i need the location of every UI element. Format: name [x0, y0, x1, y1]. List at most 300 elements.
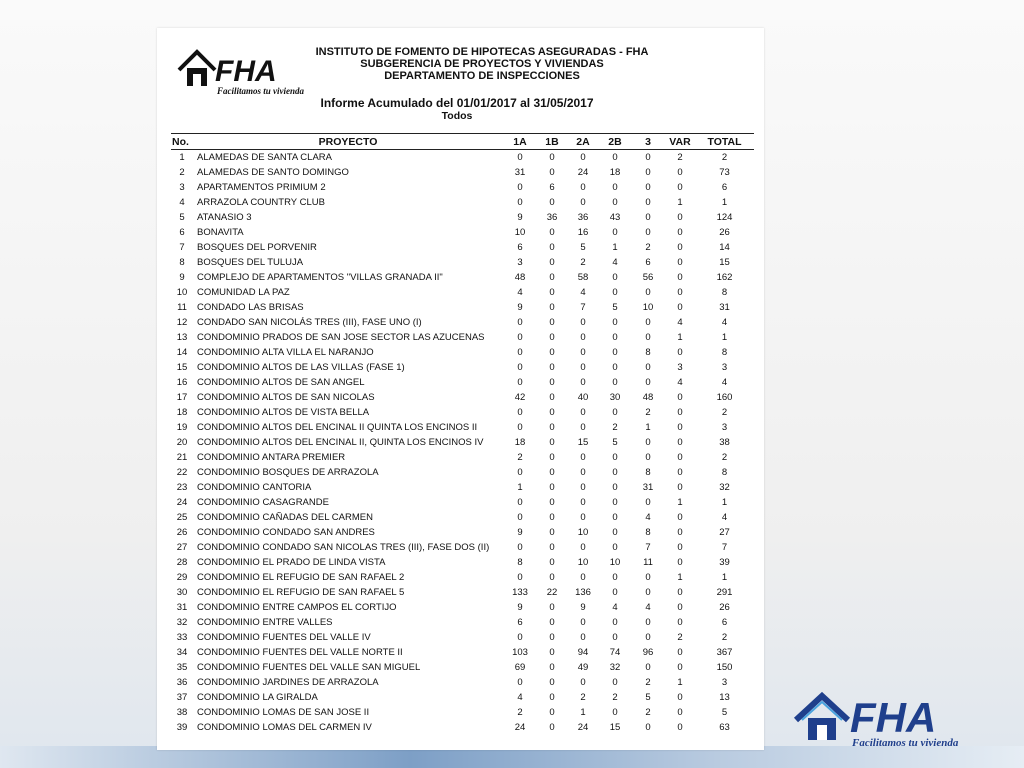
cell-name: APARTAMENTOS PRIMIUM 2: [197, 182, 326, 193]
column-header-1a: 1A: [503, 134, 537, 150]
cell-no: 33: [176, 632, 188, 643]
cell-3: 0: [645, 212, 651, 223]
cell-2b: 2: [612, 692, 618, 703]
cell-2b: 0: [612, 677, 618, 688]
cell-total: 3: [721, 362, 728, 373]
cell-3: 0: [645, 662, 651, 673]
cell-2b: 0: [612, 317, 618, 328]
table-row: [171, 180, 754, 195]
cell-2a: 0: [580, 452, 586, 463]
cell-1b: 0: [549, 377, 555, 388]
cell-1b: 0: [549, 227, 555, 238]
cell-1b: 0: [549, 557, 555, 568]
cell-1b: 0: [549, 317, 555, 328]
cell-2b: 0: [612, 347, 618, 358]
cell-no: 29: [176, 572, 188, 583]
cell-var: 0: [677, 467, 683, 478]
cell-3: 0: [645, 197, 651, 208]
column-header-2a: 2A: [567, 134, 599, 150]
cell-no: 27: [176, 542, 188, 553]
cell-3: 0: [645, 182, 651, 193]
cell-2a: 1: [580, 707, 586, 718]
table-row: [171, 525, 754, 540]
table-row: [171, 510, 754, 525]
table-row: [171, 585, 754, 600]
cell-name: ALAMEDAS DE SANTA CLARA: [197, 152, 332, 163]
table-row: [171, 240, 754, 255]
cell-total: 160: [716, 392, 733, 403]
cell-no: 13: [176, 332, 188, 343]
cell-2a: 15: [577, 437, 589, 448]
cell-3: 2: [645, 407, 651, 418]
cell-2a: 0: [580, 542, 586, 553]
cell-2b: 0: [612, 227, 618, 238]
cell-3: 8: [645, 467, 651, 478]
cell-2a: 0: [580, 422, 586, 433]
cell-1a: 0: [517, 152, 523, 163]
cell-3: 0: [645, 377, 651, 388]
cell-total: 26: [719, 602, 730, 613]
cell-var: 1: [677, 197, 683, 208]
cell-2b: 0: [612, 482, 618, 493]
cell-no: 8: [179, 257, 185, 268]
cell-total: 124: [716, 212, 733, 223]
table-row: [171, 480, 754, 495]
cell-1b: 0: [549, 422, 555, 433]
report-header: [157, 28, 764, 128]
cell-no: 18: [176, 407, 188, 418]
cell-1b: 0: [549, 467, 555, 478]
cell-1a: 0: [517, 347, 523, 358]
table-row: [171, 255, 754, 270]
cell-3: 1: [645, 422, 651, 433]
cell-total: 15: [719, 257, 730, 268]
cell-2a: 0: [580, 347, 586, 358]
cell-1b: 0: [549, 722, 555, 733]
cell-total: 1: [721, 497, 728, 508]
cell-var: 0: [677, 347, 683, 358]
cell-2b: 0: [612, 707, 618, 718]
cell-name: CONDADO SAN NICOLÁS TRES (III), FASE UNO (I): [197, 317, 422, 328]
cell-total: 162: [716, 272, 733, 283]
cell-no: 4: [179, 197, 185, 208]
cell-3: 7: [645, 542, 651, 553]
cell-1b: 0: [549, 602, 555, 613]
cell-no: 17: [176, 392, 188, 403]
cell-no: 7: [179, 242, 185, 253]
cell-2a: 0: [580, 617, 586, 628]
cell-total: 14: [719, 242, 730, 253]
cell-no: 10: [176, 287, 188, 298]
cell-2a: 7: [580, 302, 586, 313]
cell-name: CONDOMINIO ENTRE CAMPOS EL CORTIJO: [197, 602, 397, 613]
cell-3: 4: [645, 602, 651, 613]
table-row: [171, 630, 754, 645]
cell-1b: 0: [549, 482, 555, 493]
cell-2b: 4: [612, 602, 618, 613]
cell-1b: 0: [549, 197, 555, 208]
cell-no: 25: [176, 512, 188, 523]
cell-2a: 36: [577, 212, 589, 223]
cell-2b: 32: [609, 662, 621, 673]
cell-2a: 0: [580, 512, 586, 523]
cell-total: 73: [719, 167, 730, 178]
cell-var: 0: [677, 707, 683, 718]
cell-var: 4: [677, 317, 683, 328]
cell-name: CONDOMINIO ALTOS DEL ENCINAL II QUINTA LOS ENCINOS II: [197, 422, 478, 433]
cell-var: 0: [677, 557, 683, 568]
cell-1b: 0: [549, 392, 555, 403]
cell-2b: 0: [612, 467, 618, 478]
cell-no: 34: [176, 647, 188, 658]
cell-1a: 0: [517, 182, 523, 193]
cell-total: 32: [719, 482, 730, 493]
cell-3: 6: [645, 257, 651, 268]
cell-2b: 5: [612, 302, 618, 313]
table-row: [171, 615, 754, 630]
cell-var: 0: [677, 242, 683, 253]
cell-no: 12: [176, 317, 188, 328]
cell-total: 4: [721, 317, 728, 328]
cell-var: 0: [677, 422, 683, 433]
table-row: [171, 465, 754, 480]
cell-3: 0: [645, 317, 651, 328]
table-row: [171, 405, 754, 420]
table-row: [171, 150, 754, 166]
cell-2b: 0: [612, 332, 618, 343]
cell-1a: 103: [512, 647, 528, 658]
fha-logo-large-tagline: Facilitamos tu vivienda: [852, 737, 959, 749]
fha-logo-large: [792, 690, 1002, 750]
cell-1a: 9: [517, 602, 523, 613]
cell-2a: 0: [580, 152, 586, 163]
cell-1b: 0: [549, 677, 555, 688]
table-row: [171, 285, 754, 300]
cell-total: 5: [721, 707, 728, 718]
cell-2a: 0: [580, 197, 586, 208]
cell-var: 0: [677, 602, 683, 613]
cell-no: 3: [179, 182, 185, 193]
table-row: [171, 315, 754, 330]
cell-total: 8: [721, 347, 728, 358]
cell-1b: 0: [549, 437, 555, 448]
cell-1a: 0: [517, 467, 523, 478]
cell-no: 20: [176, 437, 188, 448]
cell-name: COMUNIDAD LA PAZ: [197, 287, 290, 298]
cell-name: COMPLEJO DE APARTAMENTOS "VILLAS GRANADA II": [197, 272, 443, 283]
cell-no: 2: [179, 167, 185, 178]
cell-2a: 5: [580, 242, 586, 253]
cell-1b: 0: [549, 632, 555, 643]
org-line-3: DEPARTAMENTO DE INSPECCIONES: [384, 70, 580, 82]
house-icon: [179, 52, 215, 86]
table-row: [171, 495, 754, 510]
cell-name: CONDOMINIO EL REFUGIO DE SAN RAFAEL 2: [197, 572, 405, 583]
cell-1b: 0: [549, 572, 555, 583]
cell-3: 8: [645, 347, 651, 358]
cell-name: CONDOMINIO CANTORIA: [197, 482, 312, 493]
cell-1a: 6: [517, 617, 523, 628]
cell-2a: 0: [580, 182, 586, 193]
cell-2b: 0: [612, 197, 618, 208]
cell-name: CONDOMINIO FUENTES DEL VALLE NORTE II: [197, 647, 403, 658]
cell-name: CONDOMINIO EL PRADO DE LINDA VISTA: [197, 557, 386, 568]
cell-no: 21: [176, 452, 188, 463]
fha-logo-small-text: FHA: [215, 55, 277, 88]
cell-total: 2: [721, 407, 728, 418]
cell-var: 0: [677, 692, 683, 703]
cell-2b: 0: [612, 542, 618, 553]
cell-1b: 0: [549, 497, 555, 508]
cell-2a: 58: [577, 272, 589, 283]
cell-var: 0: [677, 587, 683, 598]
cell-2b: 0: [612, 512, 618, 523]
cell-name: BOSQUES DEL PORVENIR: [197, 242, 317, 253]
cell-2a: 40: [577, 392, 589, 403]
cell-2a: 10: [577, 557, 589, 568]
cell-3: 0: [645, 587, 651, 598]
cell-no: 26: [176, 527, 188, 538]
cell-1a: 8: [517, 557, 523, 568]
cell-name: CONDOMINIO CONDADO SAN ANDRES: [197, 527, 375, 538]
organization-block: [307, 46, 657, 82]
cell-1b: 0: [549, 407, 555, 418]
cell-var: 0: [677, 407, 683, 418]
cell-3: 0: [645, 362, 651, 373]
cell-total: 63: [719, 722, 730, 733]
cell-1b: 36: [546, 212, 558, 223]
cell-name: CONDOMINIO ALTOS DE LAS VILLAS (FASE 1): [197, 362, 405, 373]
cell-1b: 0: [549, 647, 555, 658]
cell-1a: 0: [517, 362, 523, 373]
cell-var: 0: [677, 182, 683, 193]
cell-2a: 2: [580, 257, 586, 268]
column-header-1b: 1B: [537, 134, 567, 150]
cell-var: 0: [677, 527, 683, 538]
cell-1b: 0: [549, 362, 555, 373]
cell-3: 0: [645, 497, 651, 508]
org-line-1: INSTITUTO DE FOMENTO DE HIPOTECAS ASEGURADAS - FHA: [315, 46, 649, 58]
cell-2b: 18: [609, 167, 621, 178]
cell-1b: 0: [549, 242, 555, 253]
cell-no: 11: [177, 302, 187, 313]
cell-name: CONDOMINIO CAÑADAS DEL CARMEN: [197, 512, 373, 523]
cell-var: 0: [677, 392, 683, 403]
table-row: [171, 420, 754, 435]
cell-1a: 4: [517, 287, 523, 298]
cell-1a: 0: [517, 497, 523, 508]
cell-1b: 0: [549, 287, 555, 298]
report-document: [157, 28, 764, 750]
cell-3: 0: [645, 227, 651, 238]
cell-2b: 0: [612, 527, 618, 538]
cell-var: 0: [677, 437, 683, 448]
cell-2a: 0: [580, 467, 586, 478]
cell-name: ARRAZOLA COUNTRY CLUB: [197, 197, 325, 208]
cell-1a: 48: [514, 272, 526, 283]
cell-var: 1: [677, 572, 683, 583]
cell-2b: 0: [612, 407, 618, 418]
cell-var: 0: [677, 647, 683, 658]
cell-2a: 0: [580, 677, 586, 688]
cell-1b: 0: [549, 707, 555, 718]
cell-var: 0: [677, 257, 683, 268]
cell-1a: 3: [517, 257, 523, 268]
cell-1b: 0: [549, 452, 555, 463]
cell-var: 1: [677, 497, 683, 508]
cell-1a: 31: [514, 167, 526, 178]
cell-no: 30: [176, 587, 188, 598]
cell-1b: 0: [549, 662, 555, 673]
cell-var: 1: [677, 332, 683, 343]
cell-name: CONDOMINIO ALTOS DE VISTA BELLA: [197, 407, 370, 418]
cell-3: 8: [645, 527, 651, 538]
cell-1a: 9: [517, 302, 523, 313]
column-header-var: VAR: [665, 134, 695, 150]
column-header-3: 3: [631, 134, 665, 150]
cell-name: CONDOMINIO LOMAS DEL CARMEN IV: [197, 722, 372, 733]
table-row: [171, 195, 754, 210]
cell-3: 0: [645, 437, 651, 448]
table-row: [171, 555, 754, 570]
cell-var: 0: [677, 617, 683, 628]
cell-2b: 0: [612, 272, 618, 283]
cell-name: CONDOMINIO LA GIRALDA: [197, 692, 318, 703]
fha-logo-small: [175, 44, 305, 100]
cell-var: 0: [677, 722, 683, 733]
cell-3: 56: [642, 272, 654, 283]
cell-1b: 0: [549, 167, 555, 178]
cell-no: 37: [176, 692, 188, 703]
cell-2b: 1: [612, 242, 618, 253]
cell-no: 36: [176, 677, 188, 688]
cell-3: 2: [645, 242, 651, 253]
cell-no: 16: [176, 377, 188, 388]
cell-1a: 0: [517, 197, 523, 208]
cell-var: 0: [677, 272, 683, 283]
cell-2b: 2: [612, 422, 618, 433]
cell-1b: 0: [549, 332, 555, 343]
cell-1a: 2: [517, 452, 523, 463]
cell-1b: 0: [549, 347, 555, 358]
cell-var: 0: [677, 212, 683, 223]
cell-no: 38: [176, 707, 188, 718]
cell-1b: 0: [549, 152, 555, 163]
cell-2a: 10: [577, 527, 589, 538]
cell-var: 2: [677, 152, 683, 163]
cell-total: 38: [719, 437, 730, 448]
cell-name: CONDADO LAS BRISAS: [197, 302, 304, 313]
cell-1a: 10: [514, 227, 526, 238]
cell-2a: 0: [580, 497, 586, 508]
cell-no: 28: [176, 557, 188, 568]
table-row: [171, 270, 754, 285]
table-row: [171, 225, 754, 240]
cell-1b: 0: [549, 527, 555, 538]
cell-3: 11: [643, 557, 653, 568]
cell-total: 291: [716, 587, 733, 598]
cell-1a: 0: [517, 572, 523, 583]
cell-2b: 74: [609, 647, 621, 658]
table-row: [171, 570, 754, 585]
cell-3: 0: [645, 167, 651, 178]
cell-3: 0: [645, 152, 651, 163]
cell-1a: 42: [514, 392, 526, 403]
cell-2b: 0: [612, 287, 618, 298]
table-row: [171, 375, 754, 390]
fha-logo-small-tagline: Facilitamos tu vivienda: [217, 86, 304, 96]
table-row: [171, 300, 754, 315]
table-row: [171, 720, 754, 735]
cell-3: 0: [645, 722, 651, 733]
cell-name: CONDOMINIO PRADOS DE SAN JOSE SECTOR LAS AZUCENAS: [197, 332, 485, 343]
cell-2b: 0: [612, 587, 618, 598]
cell-no: 6: [179, 227, 185, 238]
cell-2a: 24: [577, 167, 589, 178]
cell-2b: 4: [612, 257, 618, 268]
cell-1a: 0: [517, 512, 523, 523]
report-title: Informe Acumulado del 01/01/2017 al 31/05/2017: [320, 96, 594, 110]
cell-2b: 0: [612, 617, 618, 628]
cell-2a: 9: [580, 602, 586, 613]
cell-2b: 30: [609, 392, 621, 403]
cell-2a: 0: [580, 632, 586, 643]
cell-1b: 0: [549, 302, 555, 313]
cell-var: 0: [677, 482, 683, 493]
cell-3: 0: [645, 287, 651, 298]
cell-1a: 69: [514, 662, 526, 673]
cell-2b: 0: [612, 452, 618, 463]
cell-no: 31: [176, 602, 188, 613]
cell-name: CONDOMINIO ALTOS DEL ENCINAL II, QUINTA LOS ENCINOS IV: [197, 437, 484, 448]
cell-1a: 9: [517, 212, 523, 223]
cell-2b: 0: [612, 572, 618, 583]
cell-1a: 0: [517, 317, 523, 328]
cell-total: 39: [719, 557, 730, 568]
cell-name: CONDOMINIO ALTOS DE SAN NICOLAS: [197, 392, 375, 403]
cell-total: 2: [721, 452, 728, 463]
cell-3: 2: [645, 677, 651, 688]
cell-total: 6: [721, 617, 728, 628]
table-row: [171, 360, 754, 375]
column-header-no: No.: [171, 134, 193, 150]
table-row: [171, 210, 754, 225]
cell-3: 10: [642, 302, 654, 313]
column-header-2b: 2B: [599, 134, 631, 150]
cell-3: 0: [645, 452, 651, 463]
cell-name: CONDOMINIO CASAGRANDE: [197, 497, 329, 508]
cell-3: 96: [642, 647, 654, 658]
cell-3: 2: [645, 707, 651, 718]
cell-1a: 133: [512, 587, 528, 598]
house-icon: [796, 696, 848, 740]
cell-total: 1: [721, 572, 728, 583]
cell-no: 24: [176, 497, 188, 508]
cell-2b: 5: [612, 437, 618, 448]
cell-1a: 0: [517, 677, 523, 688]
cell-2a: 0: [580, 332, 586, 343]
cell-2b: 0: [612, 377, 618, 388]
cell-1a: 0: [517, 377, 523, 388]
cell-1a: 24: [514, 722, 526, 733]
cell-2a: 0: [580, 317, 586, 328]
table-row: [171, 675, 754, 690]
cell-total: 26: [719, 227, 730, 238]
cell-1a: 0: [517, 632, 523, 643]
cell-2a: 49: [577, 662, 589, 673]
cell-no: 39: [176, 722, 188, 733]
cell-1a: 0: [517, 542, 523, 553]
